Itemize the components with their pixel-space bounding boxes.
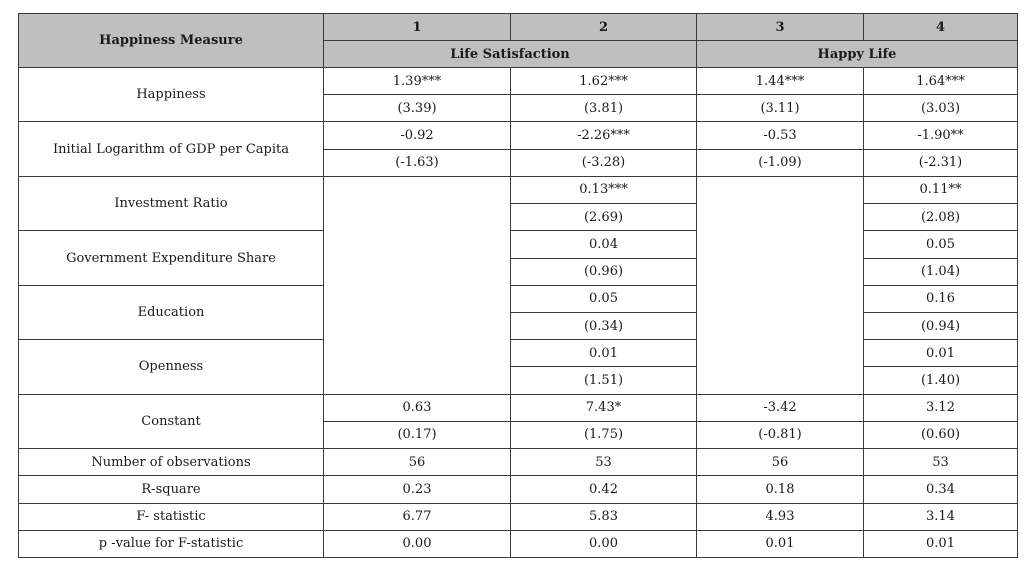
coef-cell: 7.43* bbox=[511, 394, 697, 421]
stat-cell: 4.93 bbox=[697, 503, 864, 530]
coef-cell: 1.44*** bbox=[697, 68, 864, 95]
row-label: Happiness bbox=[19, 68, 324, 122]
table-row bbox=[19, 285, 1018, 312]
regression-table bbox=[18, 13, 1018, 558]
table-row bbox=[19, 530, 1018, 557]
tstat-cell: (3.39) bbox=[324, 95, 511, 122]
stat-label: p -value for F-statistic bbox=[19, 530, 324, 557]
tstat-cell: (2.69) bbox=[511, 204, 697, 231]
table-row bbox=[19, 340, 1018, 367]
tstat-cell: (0.94) bbox=[864, 312, 1018, 339]
stat-cell: 0.18 bbox=[697, 476, 864, 503]
tstat-cell: (-1.63) bbox=[324, 149, 511, 176]
row-label: Openness bbox=[19, 340, 324, 394]
group-header-life-satisfaction: Life Satisfaction bbox=[324, 41, 697, 68]
coef-cell: 3.12 bbox=[864, 394, 1018, 421]
table-row bbox=[19, 122, 1018, 149]
tstat-cell: (0.60) bbox=[864, 421, 1018, 448]
tstat-cell: (3.81) bbox=[511, 95, 697, 122]
stat-label: F- statistic bbox=[19, 503, 324, 530]
tstat-cell: (0.17) bbox=[324, 421, 511, 448]
stat-cell: 0.01 bbox=[697, 530, 864, 557]
coef-cell: 0.01 bbox=[864, 340, 1018, 367]
group-header-happy-life: Happy Life bbox=[697, 41, 1018, 68]
row-label: Initial Logarithm of GDP per Capita bbox=[19, 122, 324, 176]
table-row bbox=[19, 231, 1018, 258]
table-row bbox=[19, 68, 1018, 95]
empty-cell-col1 bbox=[324, 176, 511, 394]
row-label: Government Expenditure Share bbox=[19, 231, 324, 285]
stat-cell: 56 bbox=[324, 449, 511, 476]
coef-cell: 0.63 bbox=[324, 394, 511, 421]
coef-cell: -0.92 bbox=[324, 122, 511, 149]
empty-cell-col3 bbox=[697, 176, 864, 394]
stat-cell: 0.42 bbox=[511, 476, 697, 503]
table-row bbox=[19, 449, 1018, 476]
coef-cell: -2.26*** bbox=[511, 122, 697, 149]
stat-cell: 3.14 bbox=[864, 503, 1018, 530]
column-header-3: 3 bbox=[697, 14, 864, 41]
tstat-cell: (1.75) bbox=[511, 421, 697, 448]
coef-cell: -1.90** bbox=[864, 122, 1018, 149]
stat-cell: 53 bbox=[511, 449, 697, 476]
stat-cell: 5.83 bbox=[511, 503, 697, 530]
tstat-cell: (-1.09) bbox=[697, 149, 864, 176]
coef-cell: 0.11** bbox=[864, 176, 1018, 203]
column-header-1: 1 bbox=[324, 14, 511, 41]
stat-cell: 56 bbox=[697, 449, 864, 476]
tstat-cell: (0.96) bbox=[511, 258, 697, 285]
stat-cell: 0.34 bbox=[864, 476, 1018, 503]
column-header-2: 2 bbox=[511, 14, 697, 41]
coef-cell: 0.05 bbox=[511, 285, 697, 312]
column-header-4: 4 bbox=[864, 14, 1018, 41]
happiness-measure-header: Happiness Measure bbox=[19, 14, 324, 68]
tstat-cell: (1.51) bbox=[511, 367, 697, 394]
stat-cell: 0.01 bbox=[864, 530, 1018, 557]
table-row bbox=[19, 394, 1018, 421]
stat-cell: 53 bbox=[864, 449, 1018, 476]
tstat-cell: (1.04) bbox=[864, 258, 1018, 285]
table-row bbox=[19, 503, 1018, 530]
coef-cell: 0.04 bbox=[511, 231, 697, 258]
stat-label: R-square bbox=[19, 476, 324, 503]
stat-label: Number of observations bbox=[19, 449, 324, 476]
coef-cell: 1.62*** bbox=[511, 68, 697, 95]
stat-cell: 6.77 bbox=[324, 503, 511, 530]
coef-cell: 0.13*** bbox=[511, 176, 697, 203]
stat-cell: 0.23 bbox=[324, 476, 511, 503]
stat-cell: 0.00 bbox=[511, 530, 697, 557]
row-label: Constant bbox=[19, 394, 324, 448]
coef-cell: -0.53 bbox=[697, 122, 864, 149]
row-label: Education bbox=[19, 285, 324, 339]
tstat-cell: (3.03) bbox=[864, 95, 1018, 122]
coef-cell: -3.42 bbox=[697, 394, 864, 421]
coef-cell: 0.05 bbox=[864, 231, 1018, 258]
tstat-cell: (0.34) bbox=[511, 312, 697, 339]
tstat-cell: (3.11) bbox=[697, 95, 864, 122]
stat-cell: 0.00 bbox=[324, 530, 511, 557]
tstat-cell: (1.40) bbox=[864, 367, 1018, 394]
tstat-cell: (2.08) bbox=[864, 204, 1018, 231]
coef-cell: 1.39*** bbox=[324, 68, 511, 95]
coef-cell: 0.16 bbox=[864, 285, 1018, 312]
table-row bbox=[19, 476, 1018, 503]
row-label: Investment Ratio bbox=[19, 176, 324, 230]
tstat-cell: (-3.28) bbox=[511, 149, 697, 176]
coef-cell: 1.64*** bbox=[864, 68, 1018, 95]
table-row bbox=[19, 176, 1018, 203]
coef-cell: 0.01 bbox=[511, 340, 697, 367]
tstat-cell: (-2.31) bbox=[864, 149, 1018, 176]
tstat-cell: (-0.81) bbox=[697, 421, 864, 448]
